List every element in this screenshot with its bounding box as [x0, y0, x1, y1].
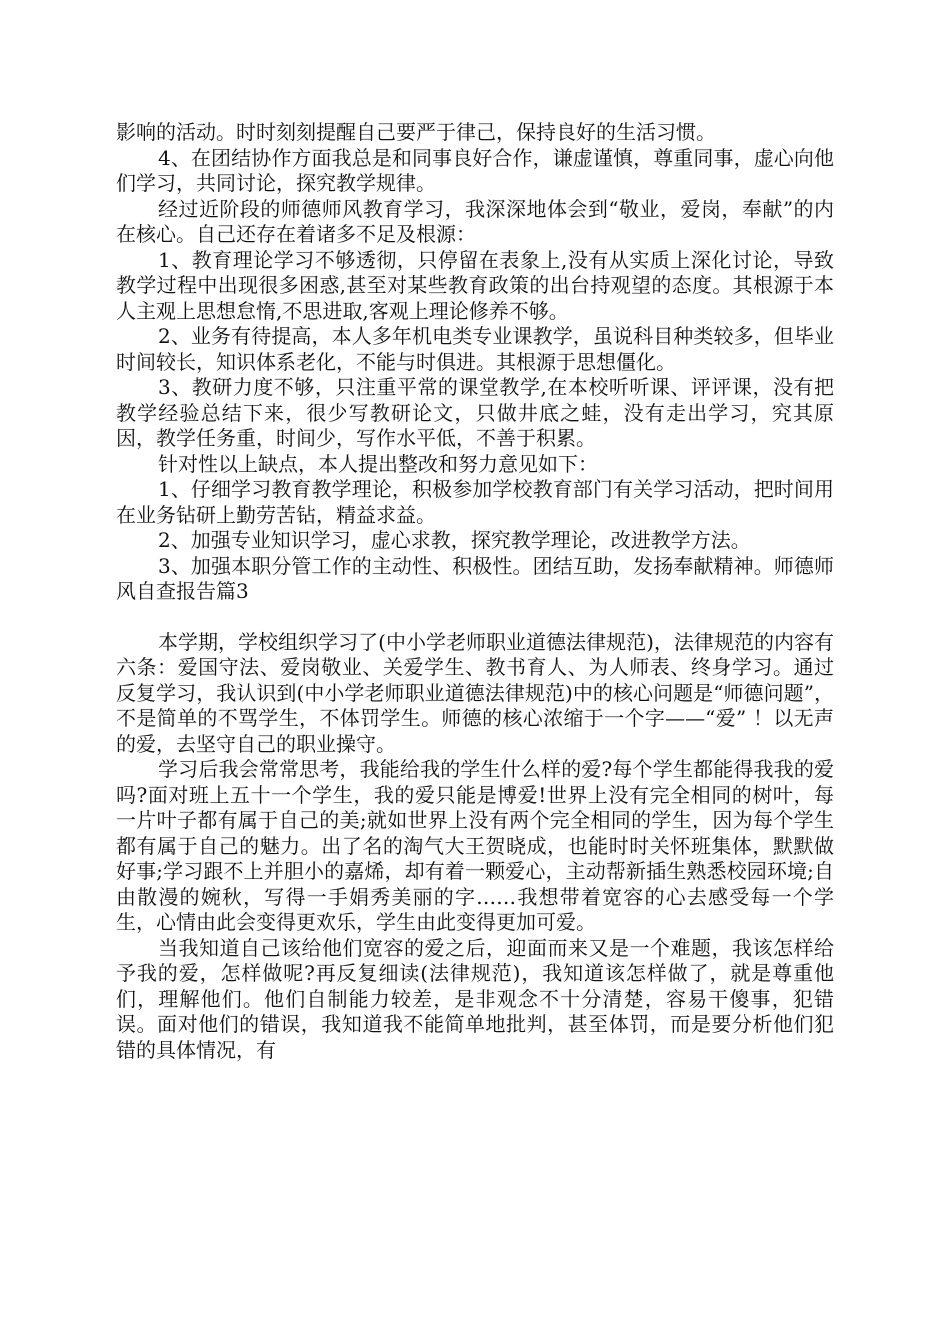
paragraph-12: 学习后我会常常思考，我能给我的学生什么样的爱?每个学生都能得我我的爱吗?面对班上五十一个学生，我的爱只能是博爱!世界上没有完全相同的树叶，每一片叶子都有属于自己的美;就如世界上没有两个完全相同的学生，因为每个学生都有属于自己的魅力。出了名的淘气大王贺晓成，也能时时关怀班集体，默默做好事;学习跟不上并胆小的嘉烯，却有着一颗爱心，主动帮新插生熟悉校园环境;自由散漫的婉秋，写得一手娟秀美丽的字……我想带着宽容的心去感受每一个学生，心情由此会变得更欢乐，学生由此变得更加可爱。	[116, 757, 834, 934]
paragraph-10: 3、加强本职分管工作的主动性、积极性。团结互助，发扬奉献精神。师德师风自查报告篇3	[116, 553, 834, 603]
paragraph-13: 当我知道自己该给他们宽容的爱之后，迎面而来又是一个难题，我该怎样给予我的爱，怎样做呢?再反复细读(法律规范)，我知道该怎样做了，就是尊重他们，理解他们。他们自制能力较差，是非观念不十分清楚，容易干傻事，犯错误。面对他们的错误，我知道我不能简单地批判，甚至体罚，而是要分析他们犯错的具体情况，有	[116, 935, 834, 1062]
paragraph-4: 1、教育理论学习不够透彻，只停留在表象上,没有从实质上深化讨论，导致教学过程中出现很多困惑,甚至对某些教育政策的出台持观望的态度。其根源于本人主观上思想怠惰,不思进取,客观上理论修养不够。	[116, 247, 834, 323]
paragraph-1: 影响的活动。时时刻刻提醒自己要严于律己，保持良好的生活习惯。	[116, 120, 716, 144]
paragraph-7: 针对性以上缺点，本人提出整改和努力意见如下：	[158, 451, 598, 476]
paragraph-8: 1、仔细学习教育教学理论，积极参加学校教育部门有关学习活动，把时间用在业务钻研上勤劳苦钻，精益求益。	[116, 477, 834, 527]
paragraph-2: 4、在团结协作方面我总是和同事良好合作，谦虚谨慎，尊重同事，虚心向他们学习，共同讨论，探究教学规律。	[116, 145, 834, 195]
document-page	[116, 120, 834, 1063]
paragraph-gap	[116, 605, 834, 630]
paragraph-6: 3、教研力度不够，只注重平常的课堂教学,在本校听听课、评评课，没有把教学经验总结下来，很少写教研论文，只做井底之蛙，没有走出学习，究其原因，教学任务重，时间少，写作水平低，不善于积累。	[116, 375, 834, 450]
paragraph-3: 经过近阶段的师德师风教育学习，我深深地体会到“敬业，爱岗，奉献”的内在核心。自己还存在着诸多不足及根源：	[116, 196, 834, 246]
paragraph-11: 本学期，学校组织学习了(中小学老师职业道德法律规范)，法律规范的内容有六条：爱国守法、爱岗敬业、关爱学生、教书育人、为人师表、终身学习。通过反复学习，我认识到(中小学老师职业道德法律规范)中的核心问题是“师德问题”，不是简单的不骂学生，不体罚学生。师德的核心浓缩于一个字——“爱” ！以无声的爱，去坚守自己的职业操守。	[116, 629, 834, 756]
paragraph-9: 2、加强专业知识学习，虚心求教，探究教学理论，改进教学方法。	[158, 528, 751, 552]
paragraph-5: 2、业务有待提高，本人多年机电类专业课教学，虽说科目种类较多，但毕业时间较长，知识体系老化，不能与时俱进。其根源于思想僵化。	[116, 324, 834, 374]
